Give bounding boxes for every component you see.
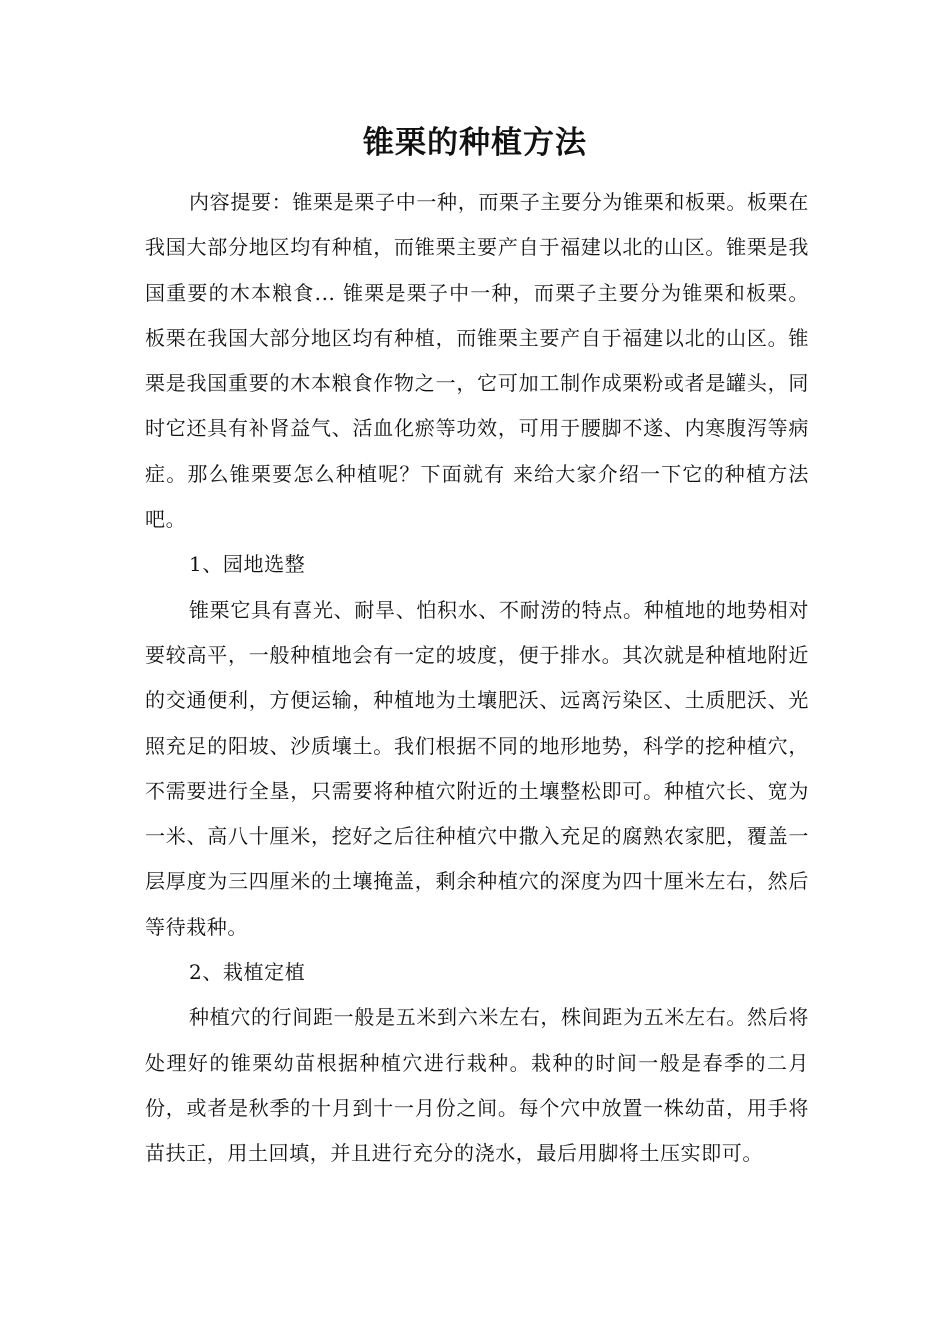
- section-heading-site-preparation: 1、园地选整: [189, 552, 306, 577]
- section-paragraph-planting: 种植穴的行间距一般是五米到六米左右，株间距为五米左右。然后将处理好的锥栗幼苗根据种植穴进行栽种。栽种的时间一般是春季的二月份，或者是秋季的十月到十一月份之间。每个穴中放置一株幼苗，用手将苗扶正，用土回填，并且进行充分的浇水，最后用脚将土压实即可。: [145, 1005, 809, 1166]
- intro-paragraph: 内容提要：锥栗是栗子中一种，而栗子主要分为锥栗和板栗。板栗在我国大部分地区均有种植，而锥栗主要产自于福建以北的山区。锥栗是我国重要的木本粮食... 锥栗是栗子中一种，而栗子主要分为锥栗和板栗。板栗在我国大部分地区均有种植，而锥栗主要产自于福建以北的山区。锥栗是我国重要的木本粮食作物之一，它可加工制作成栗粉或者是罐头，同时它还具有补肾益气、活血化瘀等功效，可用于腰脚不遂、内寒腹泻等病症。那么锥栗要怎么种植呢？下面就有 来给大家介绍一下它的种植方法吧。: [145, 190, 809, 532]
- section-heading-planting: 2、栽植定植: [189, 960, 306, 985]
- document-body: [145, 180, 809, 1177]
- section-paragraph-site-preparation: 锥栗它具有喜光、耐旱、怕积水、不耐涝的特点。种植地的地势相对要较高平，一般种植地会有一定的坡度，便于排水。其次就是种植地附近的交通便利，方便运输，种植地为土壤肥沃、远离污染区、土质肥沃、光照充足的阳坡、沙质壤土。我们根据不同的地形地势，科学的挖种植穴，不需要进行全垦，只需要将种植穴附近的土壤整松即可。种植穴长、宽为一米、高八十厘米，挖好之后往种植穴中撒入充足的腐熟农家肥，覆盖一层厚度为三四厘米的土壤掩盖，剩余种植穴的深度为四十厘米左右，然后等待栽种。: [145, 597, 809, 939]
- page-title: 锥栗的种植方法: [363, 125, 587, 161]
